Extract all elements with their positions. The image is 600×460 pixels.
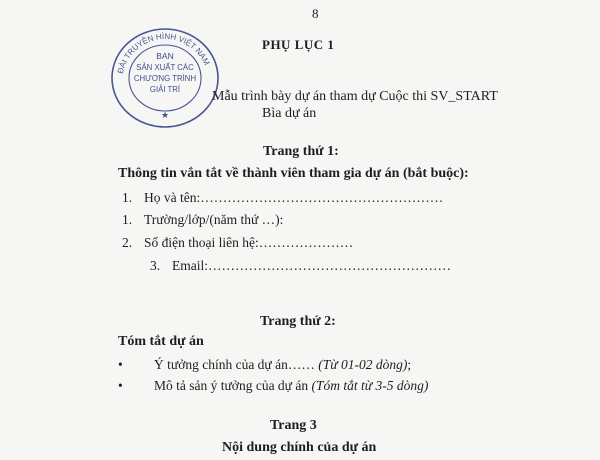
list-item [150, 258, 451, 274]
stamp-line-2: SẢN XUẤT CÁC [136, 63, 194, 72]
list-item-number: 1. [122, 190, 133, 205]
stamp-ring-text: ĐÀI TRUYỀN HÌNH VIỆT NAM [115, 31, 212, 75]
stamp-line-1: BAN [156, 51, 174, 61]
list-item [122, 212, 283, 228]
page1-title: Trang thứ 1: [263, 144, 339, 159]
list-item-text: Số điện thoại liên hệ:………………… [144, 235, 354, 250]
list-item-text: Email:……………………………………………… [172, 258, 451, 273]
bullet-text: Ý tưởng chính của dự án…… [154, 357, 315, 372]
list-item-number: 2. [122, 235, 133, 250]
page2-title: Trang thứ 2: [260, 314, 336, 329]
stamp-line-3: CHƯƠNG TRÌNH [133, 74, 197, 83]
list-item [122, 190, 443, 206]
appendix-title: PHỤ LỤC 1 [262, 37, 335, 52]
document-subheading: Bìa dự án [262, 106, 317, 121]
official-stamp [108, 26, 222, 130]
list-item [122, 235, 353, 251]
bullet-note: (Tóm tắt từ 3-5 dòng) [311, 378, 429, 393]
list-item-text: Trường/lớp/(năm thứ …): [144, 212, 284, 227]
page-number: 8 [312, 6, 319, 21]
star-icon: ★ [160, 110, 170, 120]
bullet-end: ; [407, 357, 412, 372]
bullet-text: Mô tả sản ý tưởng của dự án [154, 378, 309, 393]
list-item-text: Họ và tên:……………………………………………… [144, 190, 444, 205]
bullet-item [118, 378, 428, 394]
list-item-number: 1. [122, 212, 133, 227]
bullet-icon: • [118, 357, 123, 372]
page1-section-title: Thông tin vắn tắt về thành viên tham gia dự án (bắt buộc): [118, 166, 469, 181]
page2-section-title: Tóm tắt dự án [118, 334, 204, 349]
list-item-number: 3. [150, 258, 161, 273]
bullet-icon: • [118, 378, 123, 393]
bullet-note: (Từ 01-02 dòng) [318, 357, 408, 372]
bullet-item [118, 357, 411, 373]
page3-title: Trang 3 [270, 418, 317, 433]
document-heading: Mẫu trình bày dự án tham dự Cuộc thi SV_START [212, 89, 498, 104]
page3-section-title: Nội dung chính của dự án [222, 440, 377, 455]
stamp-line-4: GIẢI TRÍ [149, 85, 181, 94]
